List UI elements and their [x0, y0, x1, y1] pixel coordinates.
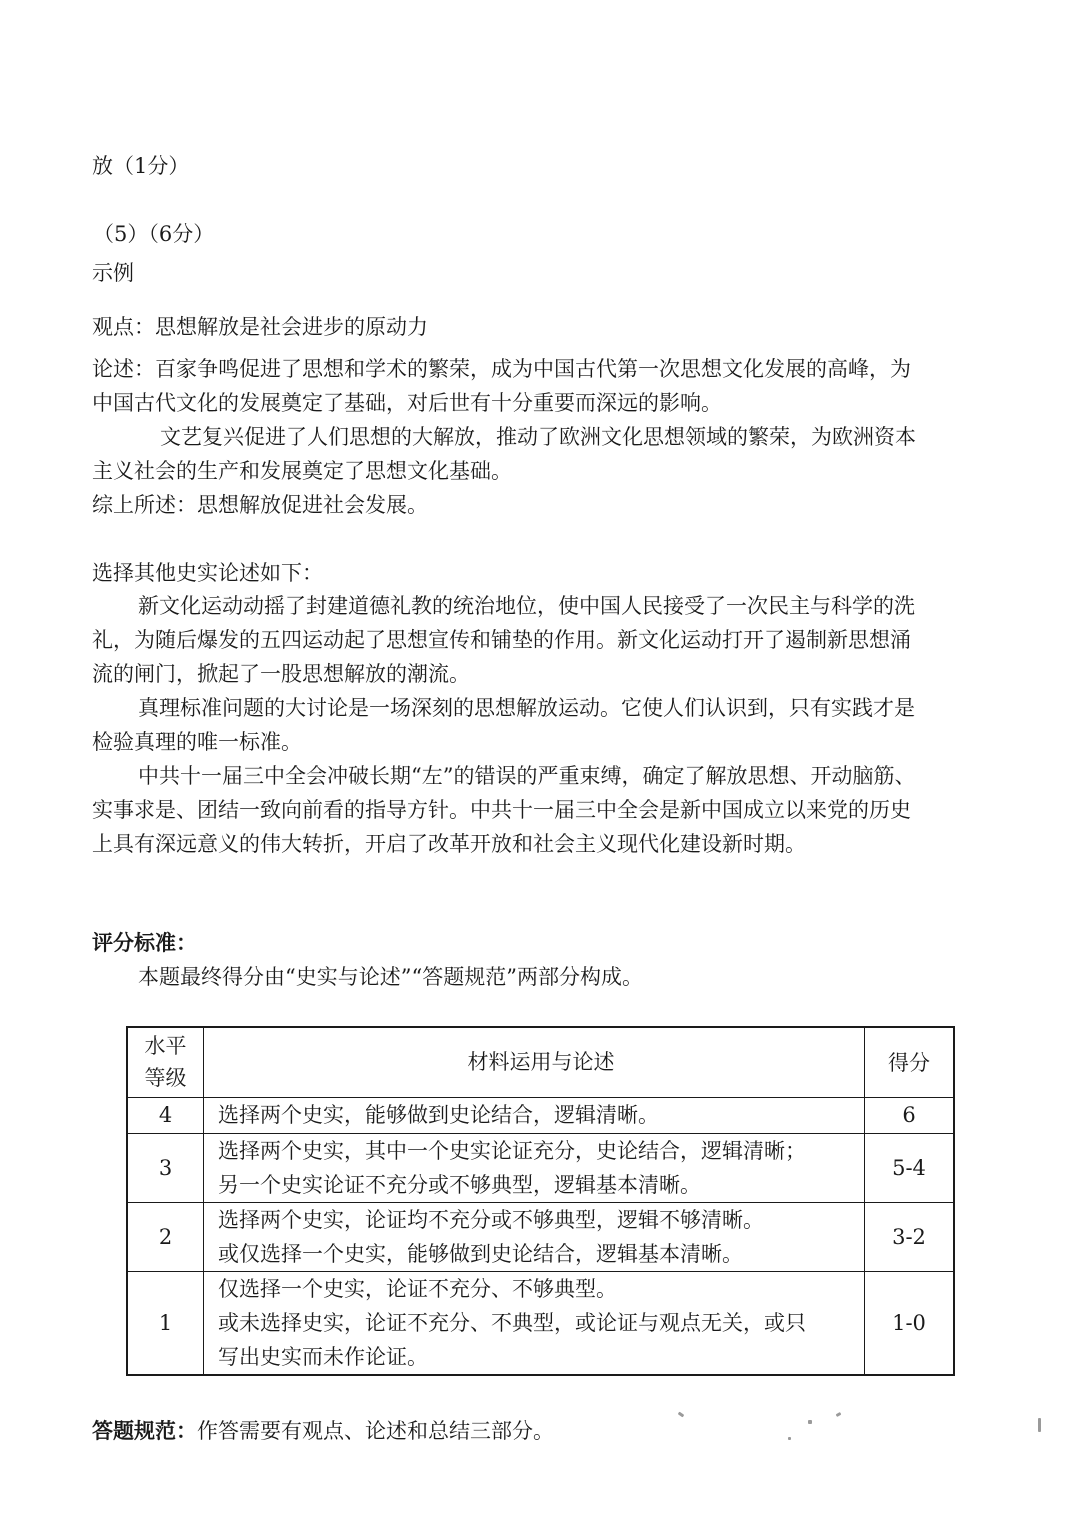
description-header: 材料运用与论述 — [204, 1027, 865, 1097]
score-cell: 6 — [865, 1097, 955, 1133]
description-line: 另一个史实论证不充分或不够典型，逻辑基本清晰。 — [218, 1172, 701, 1197]
example-label: 示例 — [92, 261, 134, 285]
level-header — [127, 1027, 204, 1097]
scan-speck — [1038, 1418, 1041, 1432]
scan-speck — [788, 1437, 791, 1440]
other-fact-line: 实事求是、团结一致向前看的指导方针。中共十一届三中全会是新中国成立以来党的历史 — [92, 798, 911, 822]
other-facts-heading: 选择其他史实论述如下： — [92, 561, 323, 585]
scoring-heading: 评分标准： — [92, 931, 197, 955]
level-cell: 2 — [127, 1202, 204, 1271]
score-cell: 3-2 — [865, 1202, 955, 1271]
other-fact-line: 新文化运动动摇了封建道德礼教的统治地位，使中国人民接受了一次民主与科学的洗 — [138, 594, 915, 618]
answer-norm-line — [92, 1414, 554, 1448]
table-row — [127, 1202, 954, 1271]
description-cell — [204, 1097, 865, 1133]
scoring-rubric-table — [126, 1026, 955, 1376]
scan-speck — [836, 1412, 842, 1417]
description-line: 或未选择史实，论证不充分、不典型，或论证与观点无关，或只 — [218, 1310, 806, 1335]
description-line: 选择两个史实，其中一个史实论证充分，史论结合，逻辑清晰； — [218, 1138, 806, 1163]
score-header: 得分 — [865, 1027, 955, 1097]
answer-norm-text: 作答需要有观点、论述和总结三部分。 — [197, 1419, 554, 1443]
description-line: 选择两个史实，论证均不充分或不够典型，逻辑不够清晰。 — [218, 1207, 764, 1232]
description-line: 或仅选择一个史实，能够做到史论结合，逻辑基本清晰。 — [218, 1241, 743, 1266]
other-fact-line: 上具有深远意义的伟大转折，开启了改革开放和社会主义现代化建设新时期。 — [92, 832, 806, 856]
other-fact-line: 检验真理的唯一标准。 — [92, 730, 302, 754]
level-header-line: 水平 — [144, 1034, 187, 1059]
level-cell: 3 — [127, 1133, 204, 1202]
viewpoint-line: 观点：思想解放是社会进步的原动力 — [92, 315, 428, 339]
scan-speck — [678, 1412, 685, 1418]
summary-line: 综上所述：思想解放促进社会发展。 — [92, 493, 428, 517]
description-line: 仅选择一个史实，论证不充分、不够典型。 — [218, 1276, 617, 1301]
scan-speck — [808, 1420, 812, 1424]
level-header-line: 等级 — [144, 1066, 187, 1091]
scoring-intro: 本题最终得分由“史实与论述”“答题规范”两部分构成。 — [138, 965, 643, 989]
other-fact-line: 礼，为随后爆发的五四运动起了思想宣传和铺垫的作用。新文化运动打开了遏制新思想涌 — [92, 628, 911, 652]
argument-line: 论述：百家争鸣促进了思想和学术的繁荣，成为中国古代第一次思想文化发展的高峰，为 — [92, 357, 911, 381]
description-cell — [204, 1271, 865, 1375]
description-line: 写出史实而未作论证。 — [218, 1344, 428, 1369]
answer-norm-label: 答题规范： — [92, 1419, 197, 1443]
table-header-row — [127, 1027, 954, 1097]
other-fact-line: 真理标准问题的大讨论是一场深刻的思想解放运动。它使人们认识到，只有实践才是 — [138, 696, 915, 720]
description-cell — [204, 1202, 865, 1271]
table-row — [127, 1271, 954, 1375]
continued-answer-line: 放（1分） — [92, 154, 190, 178]
argument-line: 中国古代文化的发展奠定了基础，对后世有十分重要而深远的影响。 — [92, 391, 722, 415]
question-5-heading: （5）（6分） — [93, 222, 215, 246]
other-fact-line: 流的闸门，掀起了一股思想解放的潮流。 — [92, 662, 470, 686]
level-cell: 4 — [127, 1097, 204, 1133]
description-line: 选择两个史实，能够做到史论结合，逻辑清晰。 — [218, 1103, 659, 1127]
table-row — [127, 1097, 954, 1133]
description-cell — [204, 1133, 865, 1202]
score-cell: 5-4 — [865, 1133, 955, 1202]
other-fact-line: 中共十一届三中全会冲破长期“左”的错误的严重束缚，确定了解放思想、开动脑筋、 — [138, 764, 916, 788]
table-row — [127, 1133, 954, 1202]
score-cell: 1-0 — [865, 1271, 955, 1375]
level-cell: 1 — [127, 1271, 204, 1375]
argument-line: 文艺复兴促进了人们思想的大解放，推动了欧洲文化思想领域的繁荣，为欧洲资本 — [160, 425, 916, 449]
argument-line: 主义社会的生产和发展奠定了思想文化基础。 — [92, 459, 512, 483]
